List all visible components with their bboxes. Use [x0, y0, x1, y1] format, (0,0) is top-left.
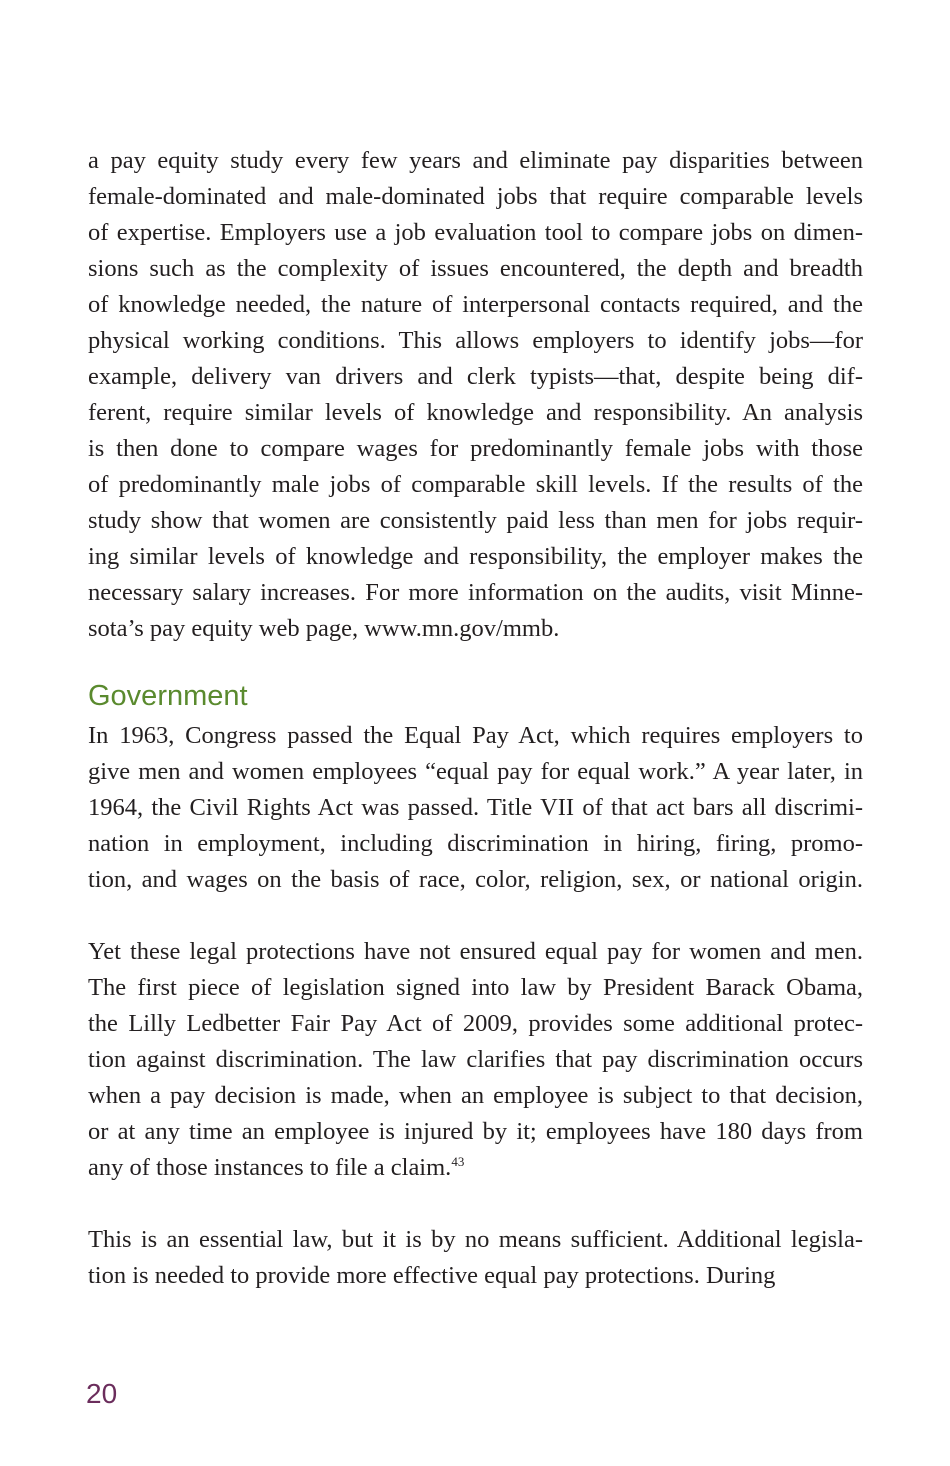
text-line: of knowledge needed, the nature of interpersonal contacts required, and the [88, 291, 863, 318]
paragraph-lilly-ledbetter [88, 934, 863, 1186]
text-line: give men and women employees “equal pay for equal work.” A year later, in [88, 758, 863, 785]
text-line: nation in employment, including discrimination in hiring, firing, promo- [88, 830, 863, 857]
text-line: tion is needed to provide more effective equal pay protections. During [88, 1262, 776, 1289]
text-line: This is an essential law, but it is by no means sufficient. Additional legisla- [88, 1226, 863, 1253]
footnote-reference[interactable]: 43 [451, 1154, 465, 1169]
page-number: 20 [86, 1378, 118, 1409]
text-line: or at any time an employee is injured by it; employees have 180 days from [88, 1118, 863, 1145]
text-line: when a pay decision is made, when an employee is subject to that decision, [88, 1082, 863, 1109]
text-line: ferent, require similar levels of knowledge and responsibility. An analysis [88, 399, 863, 426]
text-line: necessary salary increases. For more information on the audits, visit Minne- [88, 579, 863, 606]
text-line: ing similar levels of knowledge and responsibility, the employer makes the [88, 543, 863, 570]
text-line: tion against discrimination. The law clarifies that pay discrimination occurs [88, 1046, 863, 1073]
text-line: sota’s pay equity web page, www.mn.gov/mmb. [88, 615, 560, 642]
text-line: In 1963, Congress passed the Equal Pay Act, which requires employers to [88, 722, 863, 749]
text-line: the Lilly Ledbetter Fair Pay Act of 2009, provides some additional protec- [88, 1010, 863, 1037]
section-heading: Government [88, 680, 248, 712]
text-line-content: any of those instances to file a claim. [88, 1154, 452, 1181]
text-line: sions such as the complexity of issues encountered, the depth and breadth [88, 255, 863, 282]
text-line: tion, and wages on the basis of race, color, religion, sex, or national origin. [88, 866, 863, 893]
text-line: of predominantly male jobs of comparable skill levels. If the results of the [88, 471, 863, 498]
text-line: is then done to compare wages for predominantly female jobs with those [88, 435, 863, 462]
text-line: 1964, the Civil Rights Act was passed. Title VII of that act bars all discrimi- [88, 794, 863, 821]
paragraph-equal-pay-act [88, 718, 863, 898]
paragraph-pay-equity-study [88, 143, 863, 647]
text-line: of expertise. Employers use a job evaluation tool to compare jobs on dimen- [88, 219, 863, 246]
text-line: female-dominated and male-dominated jobs that require comparable levels [88, 183, 863, 210]
text-line: example, delivery van drivers and clerk typists—that, despite being dif- [88, 363, 863, 390]
text-line: Yet these legal protections have not ensured equal pay for women and men. [88, 938, 863, 965]
text-line: a pay equity study every few years and eliminate pay disparities between [88, 147, 863, 174]
text-line [88, 1150, 863, 1186]
text-line: physical working conditions. This allows employers to identify jobs—for [88, 327, 863, 354]
text-line: The first piece of legislation signed into law by President Barack Obama, [88, 974, 863, 1001]
text-line: study show that women are consistently paid less than men for jobs requir- [88, 507, 863, 534]
paragraph-additional-legislation [88, 1222, 863, 1294]
